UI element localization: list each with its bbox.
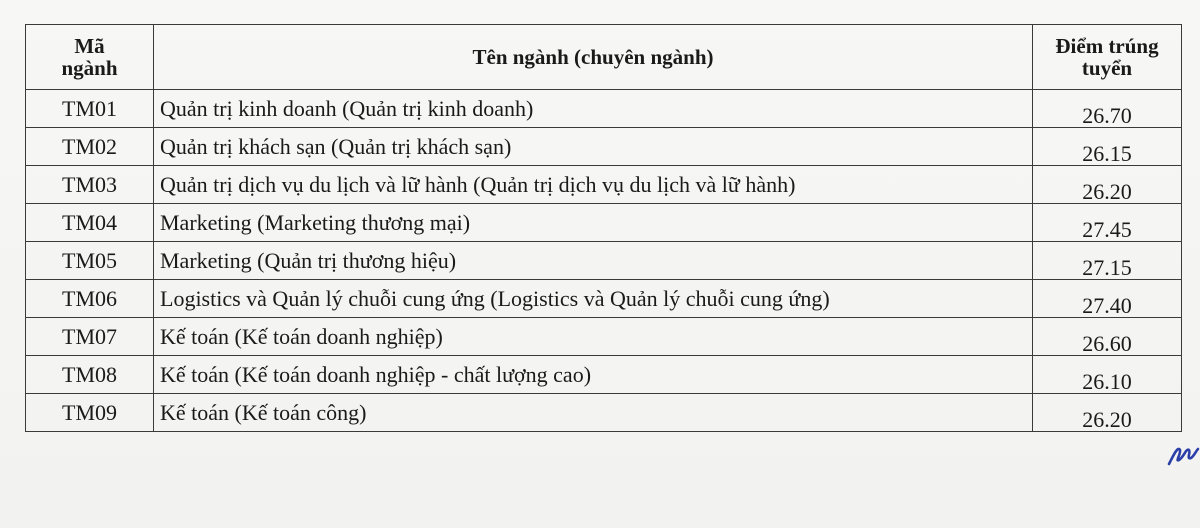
table-row [26, 166, 1182, 204]
table-body [26, 90, 1182, 432]
row-score: 27.15 [1033, 242, 1182, 280]
row-score: 26.10 [1033, 356, 1182, 394]
row-name: Logistics và Quản lý chuỗi cung ứng (Logistics và Quản lý chuỗi cung ứng) [154, 280, 1033, 318]
header-name: Tên ngành (chuyên ngành) [154, 25, 1033, 90]
table-row [26, 356, 1182, 394]
row-name: Quản trị khách sạn (Quản trị khách sạn) [154, 128, 1033, 166]
row-name: Kế toán (Kế toán doanh nghiệp - chất lượng cao) [154, 356, 1033, 394]
row-code: TM09 [26, 394, 154, 432]
row-name: Quản trị dịch vụ du lịch và lữ hành (Quản trị dịch vụ du lịch và lữ hành) [154, 166, 1033, 204]
table-row [26, 318, 1182, 356]
row-code: TM02 [26, 128, 154, 166]
admission-scores-table [25, 24, 1182, 432]
row-score: 26.70 [1033, 90, 1182, 128]
handwritten-mark-icon [1166, 436, 1200, 470]
row-name: Marketing (Marketing thương mại) [154, 204, 1033, 242]
row-name: Kế toán (Kế toán công) [154, 394, 1033, 432]
header-code-line2: ngành [61, 56, 118, 80]
row-score: 26.15 [1033, 128, 1182, 166]
header-score-line1: Điểm trúng [1055, 33, 1159, 58]
row-code: TM04 [26, 204, 154, 242]
table-row [26, 280, 1182, 318]
row-score: 27.45 [1033, 204, 1182, 242]
table-header-row [26, 25, 1182, 90]
table-row [26, 394, 1182, 432]
table-row [26, 242, 1182, 280]
row-code: TM01 [26, 90, 154, 128]
row-score: 26.20 [1033, 166, 1182, 204]
header-code-line1: Mã [74, 33, 105, 58]
row-score: 26.20 [1033, 394, 1182, 432]
row-name: Marketing (Quản trị thương hiệu) [154, 242, 1033, 280]
row-code: TM07 [26, 318, 154, 356]
row-code: TM08 [26, 356, 154, 394]
table-row [26, 90, 1182, 128]
table-row [26, 128, 1182, 166]
header-score [1033, 25, 1182, 90]
row-score: 26.60 [1033, 318, 1182, 356]
row-score: 27.40 [1033, 280, 1182, 318]
table-row [26, 204, 1182, 242]
row-code: TM03 [26, 166, 154, 204]
row-name: Kế toán (Kế toán doanh nghiệp) [154, 318, 1033, 356]
row-name: Quản trị kinh doanh (Quản trị kinh doanh) [154, 90, 1033, 128]
header-score-line2: tuyển [1081, 56, 1133, 80]
row-code: TM05 [26, 242, 154, 280]
header-code [26, 25, 154, 90]
row-code: TM06 [26, 280, 154, 318]
